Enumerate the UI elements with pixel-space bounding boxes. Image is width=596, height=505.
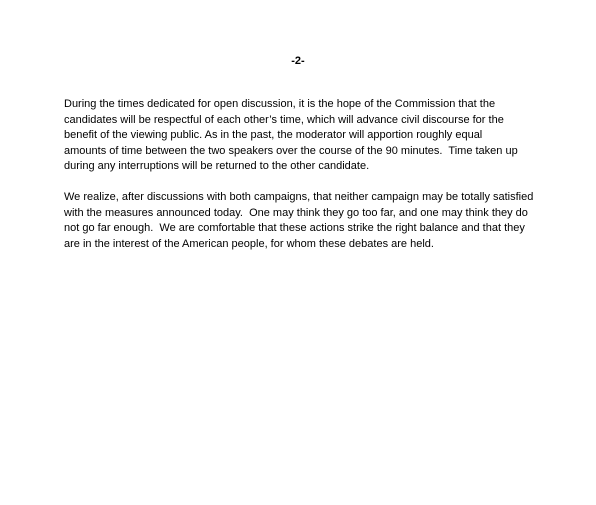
text-line: candidates will be respectful of each other’s time, which will advance civil discourse for the [64,113,504,126]
text-line: amounts of time between the two speakers over the course of the 90 minutes. Time taken up [64,144,518,157]
text-line: We realize, after discussions with both campaigns, that neither campaign may be totally satisfied [64,191,534,203]
text-line: with the measures announced today. One may think they go too far, and one may think they do [64,206,528,219]
document-body [64,97,564,268]
text-line: During the times dedicated for open discussion, it is the hope of the Commission that the [64,98,496,110]
text-line: benefit of the viewing public. As in the past, the moderator will apportion roughly equal [64,129,483,141]
paragraph-discussion [64,97,564,175]
text-line: are in the interest of the American people, for whom these debates are held. [64,237,434,250]
text-line: not go far enough. We are comfortable that these actions strike the right balance and that they [64,222,525,234]
page-number: -2- [291,55,305,67]
text-line: during any interruptions will be returned to the other candidate. [64,160,370,172]
paragraph-campaigns [64,190,564,252]
